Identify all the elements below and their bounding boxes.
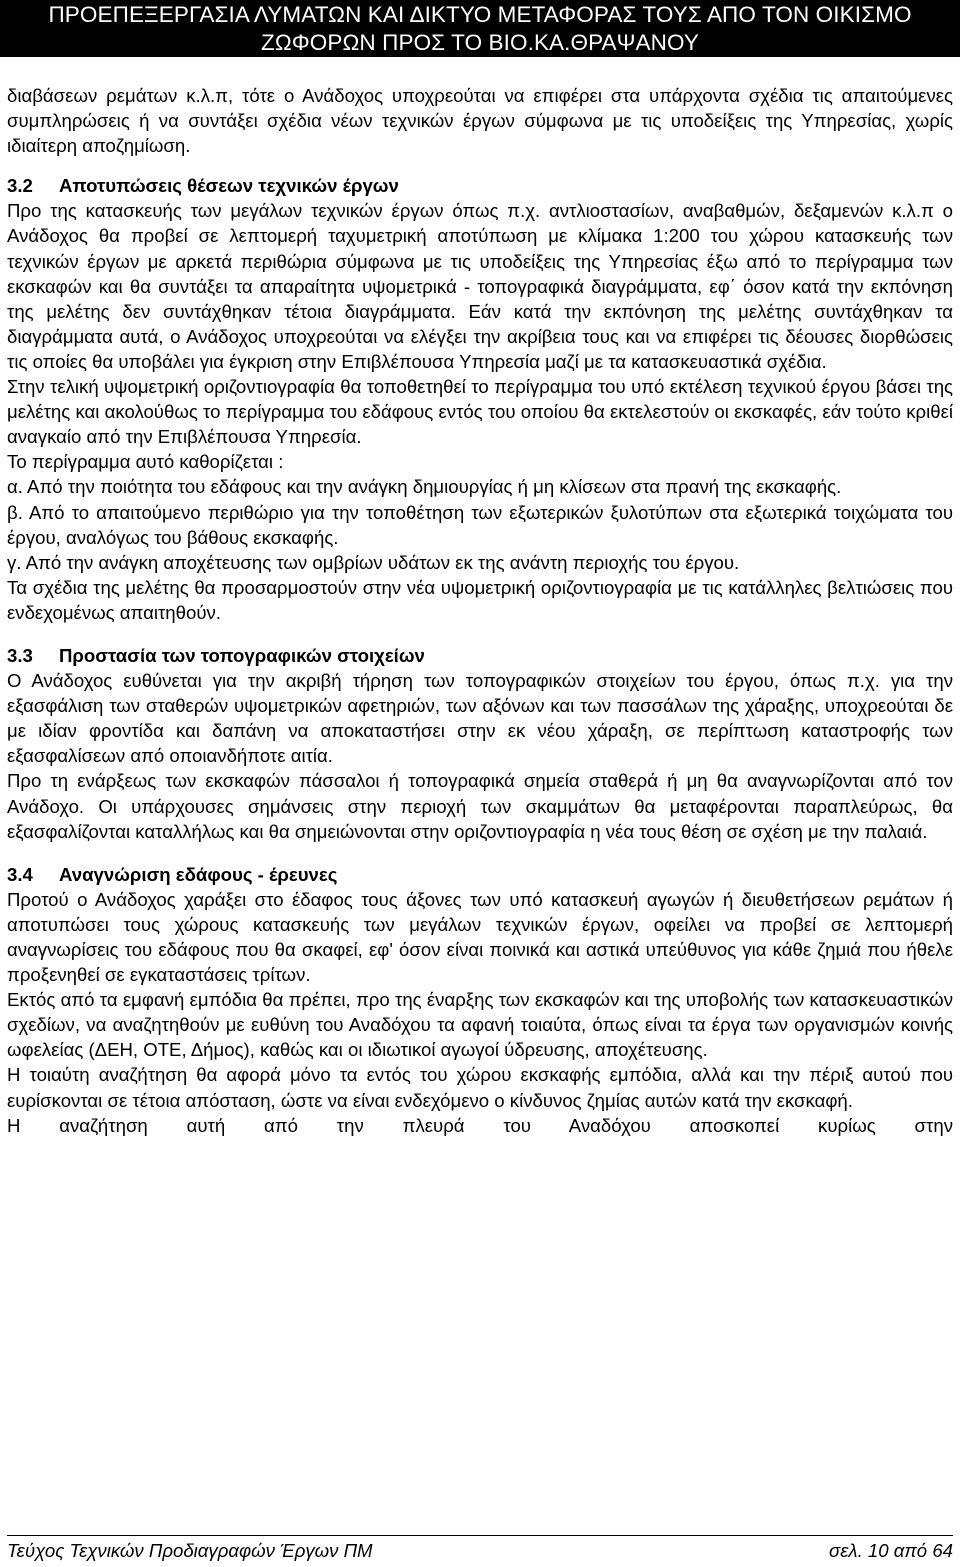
document-header [0,0,960,57]
paragraph: Εκτός από τα εμφανή εμπόδια θα πρέπει, προ της έναρξης των εκσκαφών και της υποβολής των κατασκευαστικών σχεδίων, να αναζητηθούν με ευθύνη του Αναδόχου τα αφανή τοιαύτα, όπως είναι τα έργα των οργανισμών κοινής ωφελείας (ΔΕΗ, ΟΤΕ, Δήμος), καθώς και οι ιδιωτικοί αγωγοί ύδρευσης, αποχέτευσης. [7,989,953,1061]
page-number: σελ. 10 από 64 [829,1540,953,1561]
footer-document-title: Τεύχος Τεχνικών Προδιαγραφών Έργων ΠΜ [7,1540,373,1561]
list-item-c: γ. Από την ανάγκη αποχέτευσης των ομβρίων υδάτων εκ της ανάντη περιοχής του έργου. [7,551,740,573]
section-number: 3.4 [7,863,33,885]
paragraph: Τα σχέδια της μελέτης θα προσαρμοστούν στην νέα υψομετρική οριζοντιογραφία με τις κατάλληλες βελτιώσεις που ενδεχομένως απαιτηθούν. [7,576,953,623]
intro-paragraph: διαβάσεων ρεμάτων κ.λ.π, τότε ο Ανάδοχος υποχρεούται να επιφέρει στα υπάρχοντα σχέδια τις απαιτούμενες συμπληρώσεις ή να συντάξει σχέδια νέων τεχνικών έργων σύμφωνα με τις υποδείξεις της Υπηρεσίας, χωρίς ιδιαίτερη αποζημίωση. [7,85,953,157]
paragraph: Η τοιαύτη αναζήτηση θα αφορά μόνο τα εντός του χώρου εκσκαφής εμπόδια, αλλά και την πέριξ αυτού που ευρίσκονται σε τέτοια απόσταση, ώστε να είναι ενδεχόμενο ο κίνδυνος ζημίας αυτών κατά την εκσκαφή. [7,1064,953,1111]
document-footer [7,1535,953,1563]
list-item-b: β. Από το απαιτούμενο περιθώριο για την τοποθέτηση των εξωτερικών ξυλοτύπων στα εξωτερικά τοιχώματα του έργου, αναλόγως του βάθους εκσκαφής. [7,501,953,548]
paragraph: Ο Ανάδοχος ευθύνεται για την ακριβή τήρηση των τοπογραφικών στοιχείων του έργου, όπως π.χ. για την εξασφάλιση των σταθερών υψομετρικών αφετηριών, των αξόνων και των πασσάλων της χάραξης, υποχρεούται δε με ιδίαν φροντίδα και δαπάνη να αποκαταστήσει στην εκ νέου χάραξη, σε περίπτωση καταστροφής των εξασφαλίσεων από οποιανδήποτε αιτία. [7,670,953,767]
list-item-a: α. Από την ποιότητα του εδάφους και την ανάγκη δημιουργίας ή μη κλίσεων στα πρανή της εκσκαφής. [7,476,842,498]
section-3-3-heading [7,643,953,668]
section-3-2-heading [7,173,953,198]
section-title: Αποτυπώσεις θέσεων τεχνικών έργων [59,175,399,197]
document-body [7,83,953,1138]
section-title: Προστασία των τοπογραφικών στοιχείων [59,644,425,666]
paragraph: Στην τελική υψομετρική οριζοντιογραφία θα τοποθετηθεί το περίγραμμα του υπό εκτέλεση τεχνικού έργου βάσει της μελέτης και ακολούθως το περίγραμμα του εδάφους εντός του οποίου θα εκτελεστούν οι εκσκαφές, εάν τούτο κριθεί αναγκαίο από την Επιβλέπουσα Υπηρεσία. [7,376,953,448]
section-number: 3.3 [7,644,33,666]
header-line-2: ΖΩΦΟΡΩΝ ΠΡΟΣ ΤΟ ΒΙΟ.ΚΑ.ΘΡΑΨΑΝΟΥ [260,30,699,55]
paragraph: Προτού ο Ανάδοχος χαράξει στο έδαφος τους άξονες των υπό κατασκευή αγωγών ή διευθετήσεων ρεμάτων ή αποτυπώσει τους χώρους κατασκευής των μεγάλων τεχνικών έργων, οφείλει να προβεί σε λεπτομερή αναγνωρίσεις του εδάφους που θα σκαφεί, εφ' όσον είναι ποινικά και αστικά υπεύθυνος για κάθε ζημιά που ήθελε προξενηθεί σε εγκαταστάσεις τρίτων. [7,888,953,986]
section-title: Αναγνώριση εδάφους - έρευνες [59,863,338,885]
header-line-1: ΠΡΟΕΠΕΞΕΡΓΑΣΙΑ ΛΥΜΑΤΩΝ ΚΑΙ ΔΙΚΤΥΟ ΜΕΤΑΦΟΡΑΣ ΤΟΥΣ ΑΠΟ ΤΟΝ ΟΙΚΙΣΜΟ [48,2,912,27]
paragraph: Προ της κατασκευής των μεγάλων τεχνικών έργων όπως π.χ. αντλιοστασίων, αναβαθμών, δεξαμενών κ.λ.π ο Ανάδοχος θα προβεί σε λεπτομερή ταχυμετρική αποτύπωση με κλίμακα 1:200 του χώρου κατασκευής των τεχνικών έργων με αρκετά περιθώρια σύμφωνα με τις υποδείξεις της Υπηρεσίας έξω από το περίγραμμα των εκσκαφών και θα συντάξει τα απαραίτητα υψομετρικά - τοπογραφικά διαγράμματα, εφ΄ όσον κατά την εκπόνηση της μελέτης δεν συντάχθηκαν τέτοια διαγράμματα. Εάν κατά την εκπόνηση της μελέτης συντάχθηκαν τα διαγράμματα αυτά, ο Ανάδοχος υποχρεούται να ελέγξει την ακρίβεια τους και να επιφέρει τις δέουσες διορθώσεις τις οποίες θα υποβάλει για έγκριση στην Επιβλέπουσα Υπηρεσία μαζί με τα κατασκευαστικά σχέδια. [7,200,953,372]
section-number: 3.2 [7,175,33,197]
paragraph: Προ τη ενάρξεως των εκσκαφών πάσσαλοι ή τοπογραφικά σημεία σταθερά ή μη θα αναγνωρίζονται από τον Ανάδοχο. Οι υπάρχουσες σημάνσεις στην περιοχή των σκαμμάτων θα μεταφέρονται παραπλεύρως, θα εξασφαλίζονται καταλλήλως και θα σημειώνονται στην οριζοντιογραφία η νέα τους θέση σε σχέση με την παλαιά. [7,770,953,842]
paragraph: Το περίγραμμα αυτό καθορίζεται : [7,451,284,473]
section-3-4-heading [7,862,953,887]
paragraph: Η αναζήτηση αυτή από την πλευρά του Αναδόχου αποσκοπεί κυρίως στην [7,1114,953,1136]
